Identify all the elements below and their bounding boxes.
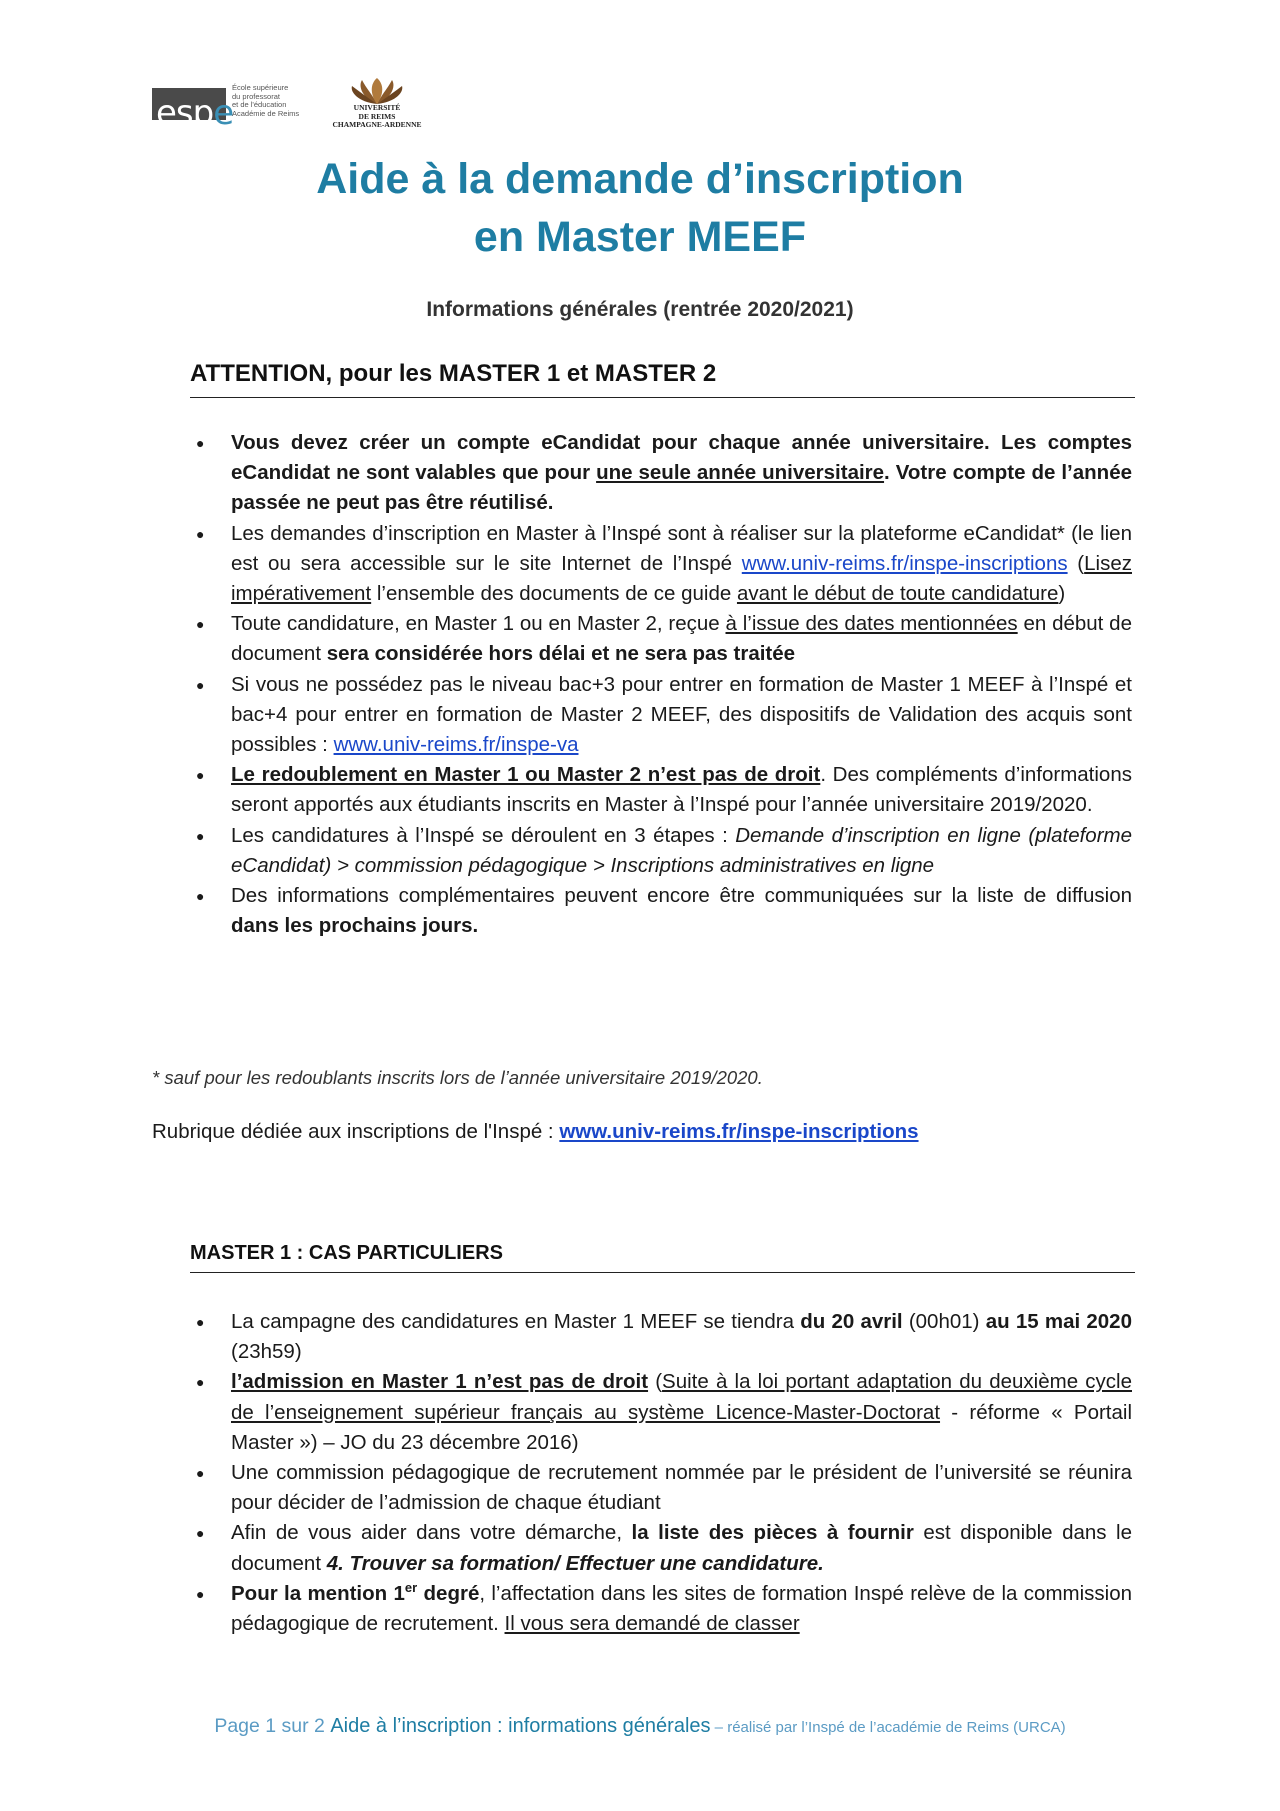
bullet-icon: ● [196, 1465, 205, 1482]
urca-logo-caption: UNIVERSITÉ DE REIMS CHAMPAGNE-ARDENNE [332, 103, 422, 129]
urca-logo [332, 78, 422, 140]
list-item: ● La campagne des candidatures en Master 1 MEEF se tiendra du 20 avril (00h01) au 15 mai 2020 (23h59) [190, 1307, 1132, 1367]
bullet-icon: ● [196, 827, 205, 844]
rubrique-line: Rubrique dédiée aux inscriptions de l'Inspé : www.univ-reims.fr/inspe-inscriptions [152, 1120, 919, 1143]
list-item: ● Si vous ne possédez pas le niveau bac+3 pour entrer en formation de Master 1 MEEF à l’Inspé et bac+4 pour entrer en formation de Master 2 MEEF, des dispositifs de Validation des acquis sont possibles : www.univ-reims.fr/inspe-va [190, 670, 1132, 761]
list-item: ● Des informations complémentaires peuvent encore être communiquées sur la liste de diffusion dans les prochains jours. [190, 881, 1132, 941]
footer-title: Aide à l’inscription : informations générales [330, 1715, 711, 1737]
page-footer [0, 1715, 1280, 1738]
bullet-icon: ● [196, 616, 205, 633]
inspe-va-link[interactable]: www.univ-reims.fr/inspe-va [333, 733, 579, 757]
list-item: ● Le redoublement en Master 1 ou Master 2 n’est pas de droit. Des compléments d’informations seront apportés aux étudiants inscrits en Master à l’Inspé pour l’année universitaire 2019/2020. [190, 760, 1132, 820]
list-item: ● Pour la mention 1er degré, l’affectation dans les sites de formation Inspé relève de la commission pédagogique de recrutement. Il vous sera demandé de classer [196, 1580, 1133, 1636]
rubrique-link[interactable]: www.univ-reims.fr/inspe-inscriptions [559, 1120, 919, 1143]
espe-logo [152, 88, 234, 133]
bullet-icon: ● [196, 767, 205, 784]
attention-list [190, 428, 1132, 941]
list-item: ● l’admission en Master 1 n’est pas de droit (Suite à la loi portant adaptation du deuxième cycle de l’enseignement supérieur français au système Licence-Master-Doctorat - réforme « Portail Master ») – JO du 23 décembre 2016) [190, 1367, 1132, 1458]
bullet-icon: ● [196, 1585, 205, 1602]
footnote: * sauf pour les redoublants inscrits lors de l’année universitaire 2019/2020. [152, 1067, 763, 1088]
section-heading-master1: MASTER 1 : CAS PARTICULIERS [190, 1242, 1135, 1273]
page-subtitle: Informations générales (rentrée 2020/2021) [426, 298, 854, 321]
bullet-icon: ● [196, 888, 205, 905]
bullet-icon: ● [196, 1374, 205, 1391]
list-item: ● Les demandes d’inscription en Master à l’Inspé sont à réaliser sur la plateforme eCandidat* (le lien est ou sera accessible sur le site Internet de l’Inspé www.univ-reims.fr/inspe-inscriptions (Lisez impérativement l’ensemble des documents de ce guide avant le début de toute candidature) [190, 519, 1132, 610]
list-item: ● Toute candidature, en Master 1 ou en Master 2, reçue à l’issue des dates mentionnées en début de document sera considérée hors délai et ne sera pas traitée [190, 609, 1132, 669]
espe-logo-caption: École supérieure du professorat et de l'éducation Académie de Reims [232, 83, 300, 118]
page-title-line1: Aide à la demande d’inscription [316, 155, 964, 203]
espe-logo-tail: e [213, 93, 234, 133]
urca-emblem-icon [332, 78, 422, 106]
list-item: ● Vous devez créer un compte eCandidat pour chaque année universitaire. Les comptes eCandidat ne sont valables que pour une seule année universitaire. Votre compte de l’année passée ne peut pas être réutilisé. [190, 428, 1132, 519]
page-title-line2: en Master MEEF [473, 213, 807, 261]
bullet-icon: ● [196, 1314, 205, 1330]
bullet-icon: ● [196, 676, 205, 693]
bullet-icon: ● [196, 435, 205, 451]
page-number: Page 1 sur 2 [214, 1715, 331, 1737]
section-heading-attention: ATTENTION, pour les MASTER 1 et MASTER 2 [190, 360, 1135, 398]
footer-credit: – réalisé par l’Inspé de l’académie de Reims (URCA) [710, 1719, 1066, 1736]
header-logos [152, 78, 452, 140]
bullet-icon: ● [196, 1525, 205, 1542]
list-item: ● Les candidatures à l’Inspé se déroulent en 3 étapes : Demande d’inscription en ligne (plateforme eCandidat) > commission pédagogique > Inscriptions administratives en ligne [190, 821, 1132, 881]
espe-logo-text: esp [156, 93, 214, 133]
bullet-icon: ● [196, 525, 205, 542]
master1-list [190, 1307, 1132, 1639]
inspe-inscriptions-link[interactable]: www.univ-reims.fr/inspe-inscriptions [741, 551, 1068, 575]
list-item: ● Une commission pédagogique de recrutement nommée par le président de l’université se réunira pour décider de l’admission de chaque étudiant [190, 1458, 1132, 1518]
list-item: ● Afin de vous aider dans votre démarche, la liste des pièces à fournir est disponible dans le document 4. Trouver sa formation/ Effectuer une candidature. [190, 1518, 1132, 1578]
